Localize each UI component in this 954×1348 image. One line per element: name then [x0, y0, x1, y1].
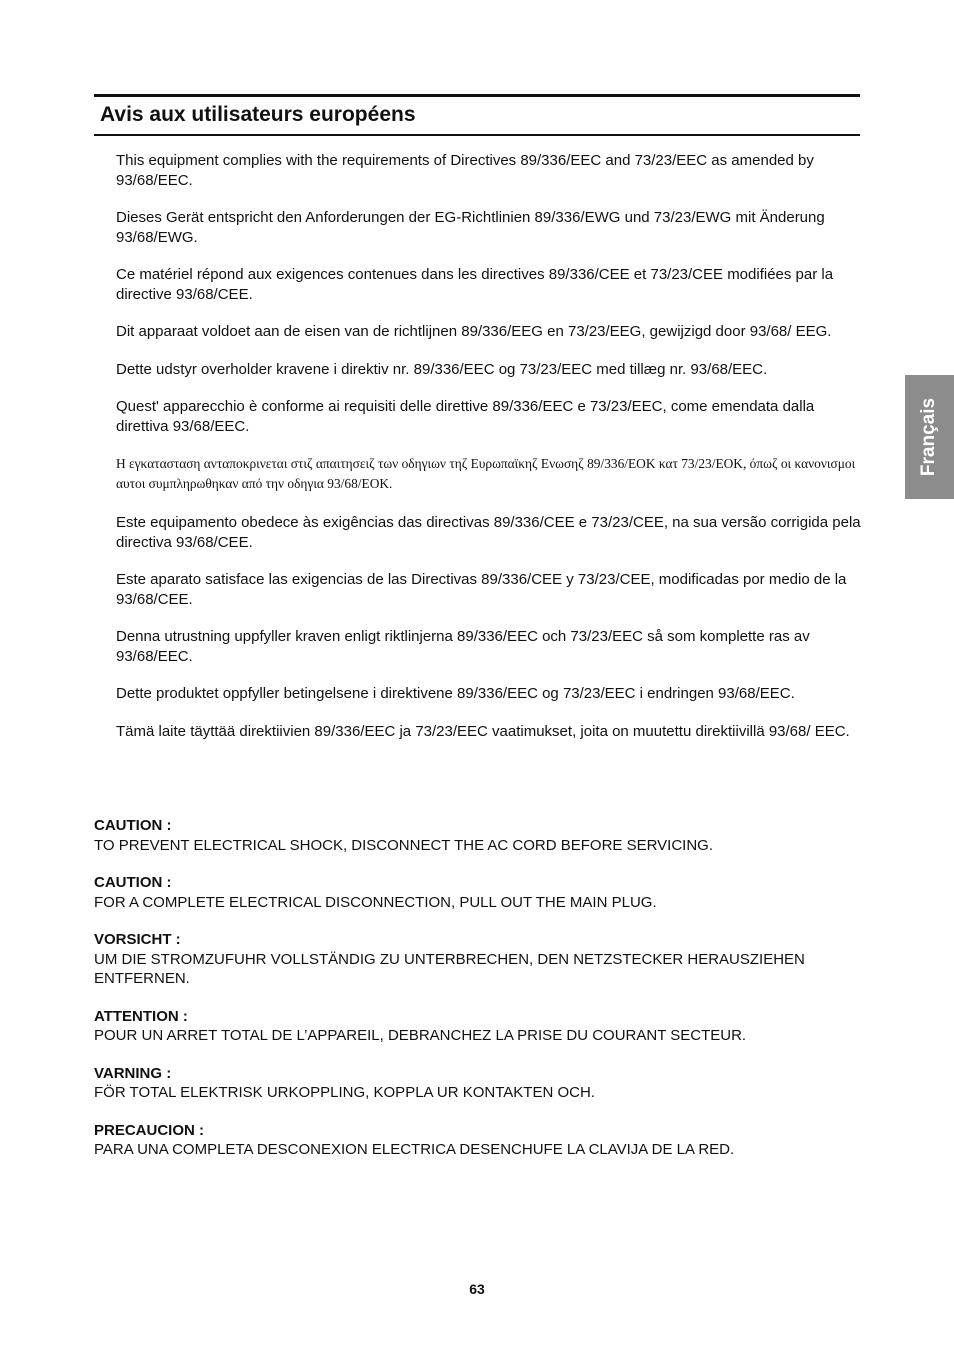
- page-title: Avis aux utilisateurs européens: [94, 94, 860, 136]
- caution-text: TO PREVENT ELECTRICAL SHOCK, DISCONNECT THE AC CORD BEFORE SERVICING.: [94, 836, 714, 854]
- caution-heading: ATTENTION :: [94, 1007, 188, 1025]
- directive-finnish: Tämä laite täyttää direktiivien 89/336/EEC ja 73/23/EEC vaatimukset, joita on muutettu direktiivillä 93/68/ EEC.: [116, 722, 850, 740]
- caution-block: [94, 873, 864, 912]
- caution-text: FOR A COMPLETE ELECTRICAL DISCONNECTION, PULL OUT THE MAIN PLUG.: [94, 893, 657, 911]
- caution-heading: VARNING :: [94, 1064, 172, 1082]
- directive-norwegian: Dette produktet oppfyller betingelsene i direktivene 89/336/EEC og 73/23/EEC i endringen 93/68/EEC.: [116, 685, 795, 702]
- language-tab: [905, 375, 954, 499]
- caution-text: FÖR TOTAL ELEKTRISK URKOPPLING, KOPPLA UR KONTAKTEN OCH.: [94, 1084, 595, 1101]
- directive-french: Ce matériel répond aux exigences contenues dans les directives 89/336/CEE et 73/23/CEE modifiées par la directive 93/68/CEE.: [116, 266, 834, 303]
- caution-heading: CAUTION :: [94, 817, 172, 834]
- caution-text: PARA UNA COMPLETA DESCONEXION ELECTRICA DESENCHUFE LA CLAVIJA DE LA RED.: [94, 1141, 735, 1158]
- caution-text: POUR UN ARRET TOTAL DE L’APPAREIL, DEBRANCHEZ LA PRISE DU COURANT SECTEUR.: [94, 1027, 747, 1044]
- directive-english: This equipment complies with the requirements of Directives 89/336/EEC and 73/23/EEC as amended by 93/68/EEC.: [116, 152, 814, 189]
- page-number: 63: [469, 1281, 485, 1297]
- caution-heading: VORSICHT :: [94, 931, 181, 948]
- directive-portuguese: Este equipamento obedece às exigências das directivas 89/336/CEE e 73/23/CEE, na sua versão corrigida pela directiva 93/68/CEE.: [116, 514, 861, 551]
- language-tab-label: Français: [918, 397, 940, 477]
- caution-list: [94, 816, 864, 1178]
- caution-block: [94, 1007, 864, 1046]
- caution-block: [94, 816, 864, 855]
- directive-dutch: Dit apparaat voldoet aan de eisen van de richtlijnen 89/336/EEG en 73/23/EEG, gewijzigd door 93/68/ EEG.: [116, 323, 832, 340]
- caution-block: [94, 1064, 864, 1103]
- directive-italian: Quest' apparecchio è conforme ai requisiti delle direttive 89/336/EEC e 73/23/EEC, come emendata dalla direttiva 93/68/EEC.: [116, 398, 815, 435]
- caution-block: [94, 1121, 864, 1160]
- caution-heading: PRECAUCION :: [94, 1121, 205, 1139]
- directive-greek: Η εγκατασταση ανταποκρινεται στιζ απαιτησειζ των οδηγιων τηζ Ευρωπαϊκηζ Ενωσηζ 89/336/ΕΟΚ κατ 73/23/ΕΟΚ, όπωζ οι κανονισμοι αυτοι συμπληρωθηκαν από την οδηγια 93/68/ΕΟΚ.: [116, 456, 856, 491]
- directive-danish: Dette udstyr overholder kravene i direktiv nr. 89/336/EEC og 73/23/EEC med tillæg nr. 93/68/EEC.: [116, 360, 768, 378]
- directive-swedish: Denna utrustning uppfyller kraven enligt riktlinjerna 89/336/EEC och 73/23/EEC så som komplette ras av 93/68/EEC.: [116, 628, 810, 665]
- caution-text: UM DIE STROMZUFUHR VOLLSTÄNDIG ZU UNTERBRECHEN, DEN NETZSTECKER HERAUSZIEHEN ENTFERNEN.: [94, 950, 805, 987]
- caution-heading: CAUTION :: [94, 874, 172, 891]
- directive-spanish: Este aparato satisface las exigencias de las Directivas 89/336/CEE y 73/23/CEE, modificadas por medio de la 93/68/CEE.: [116, 571, 847, 608]
- caution-block: [94, 930, 864, 989]
- directive-german: Dieses Gerät entspricht den Anforderungen der EG-Richtlinien 89/336/EWG und 73/23/EWG mit Änderung 93/68/EWG.: [116, 209, 825, 246]
- directive-list: [116, 151, 864, 759]
